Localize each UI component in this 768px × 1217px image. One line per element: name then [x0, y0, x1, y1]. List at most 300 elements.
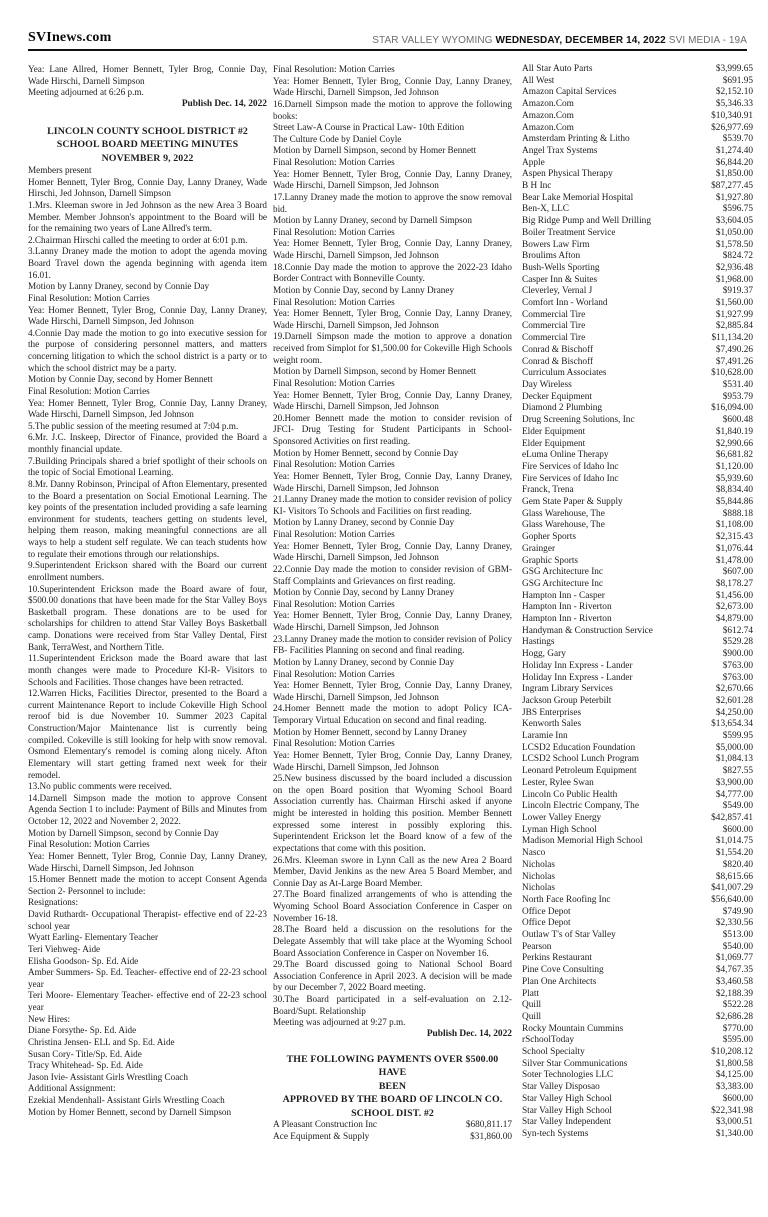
- payment-row: [522, 134, 753, 146]
- payee-name: B H Inc: [522, 181, 552, 192]
- payment-amount: $2,330.56: [715, 918, 753, 929]
- minutes-paragraph: 5.The public session of the meeting resumed at 7:04 p.m.: [28, 420, 239, 431]
- payee-name: Jackson Group Peterbilt: [522, 695, 612, 706]
- payee-name: Holiday Inn Express - Lander: [522, 660, 633, 671]
- payment-row: [522, 169, 753, 181]
- payment-row: [522, 801, 753, 813]
- payee-name: Lester, Rylee Swan: [522, 777, 594, 788]
- minutes-paragraph: Teri Moore- Elementary Teacher- effective end of 22-23 school year: [28, 990, 267, 1012]
- minutes-paragraph: Yea: Homer Bennett, Tyler Brog, Connie Day, Lanny Draney, Wade Hirschi, Darnell Simpson, Jed Johnson: [273, 238, 512, 260]
- payment-row: [522, 1106, 753, 1118]
- payment-row: [522, 1024, 753, 1036]
- payment-amount: $919.37: [722, 286, 753, 297]
- heading-line: APPROVED BY THE BOARD OF LINCOLN CO.: [282, 1094, 503, 1105]
- payment-row: [522, 1000, 753, 1012]
- payment-amount: $2,686.28: [715, 1011, 753, 1022]
- minutes-paragraph: 13.No public comments were received.: [28, 781, 172, 792]
- column-minutes-left: [28, 64, 267, 1118]
- minutes-paragraph: Motion by Darnell Simpson, second by Connie Day: [28, 827, 219, 838]
- payment-amount: $4,777.00: [715, 789, 753, 800]
- payment-amount: $600.00: [722, 824, 753, 835]
- payment-row: [522, 333, 753, 345]
- minutes-paragraph: 8.Mr. Danny Robinson, Principal of Afton Elementary, presented to the Board a presentation on Social Emotional Learning. The key points of the presentation included providing a safe learning environment for students, teachers getting on students level, helping them reason, making meaningful connections are all ways to help a student self regulate. We can teach students how to regulate their emotions through our relationships.: [28, 478, 267, 559]
- payee-name: Bear Lake Memorial Hospital: [522, 192, 634, 203]
- payment-row: [522, 895, 753, 907]
- minutes-paragraph: Motion by Lanny Draney, second by Connie Day: [273, 517, 455, 528]
- payee-name: Commercial Tire: [522, 321, 586, 332]
- payee-name: Apple: [522, 157, 545, 168]
- payee-name: Rocky Mountain Cummins: [522, 1023, 624, 1034]
- payment-amount: $600.00: [722, 1093, 753, 1104]
- minutes-paragraph: 29.The Board discussed going to National School Board Association Conference in April 2023. A decision will be made by our December 7, 2022 Board meeting.: [273, 959, 512, 993]
- payment-amount: $596.75: [722, 204, 753, 215]
- payee-name: Conrad & Bischoff: [522, 356, 594, 367]
- payee-name: Holiday Inn Express - Lander: [522, 672, 633, 683]
- payee-name: Ace Equipment & Supply: [273, 1131, 370, 1142]
- payee-name: Amazon.Com: [522, 110, 574, 121]
- payment-row: [522, 942, 753, 954]
- payment-amount: $612.74: [722, 625, 753, 636]
- payment-amount: $1,850.00: [715, 169, 753, 180]
- payment-row: [522, 754, 753, 766]
- payment-row: [522, 1129, 753, 1141]
- payee-name: School Specialty: [522, 1047, 585, 1058]
- payment-row: [522, 708, 753, 720]
- payee-name: All Star Auto Parts: [522, 64, 593, 74]
- minutes-paragraph: 17.Lanny Draney made the motion to approve the snow removal bid.: [273, 191, 512, 214]
- payment-row: [522, 251, 753, 263]
- heading-line: NOVEMBER 9, 2022: [101, 152, 194, 164]
- payee-name: Franck, Trena: [522, 485, 574, 496]
- payee-name: Glass Warehouse, The: [522, 508, 605, 519]
- minutes-paragraph: 1.Mrs. Kleeman swore in Jed Johnson as the new Area 3 Board Member. Member Johnson's appointment to the Board will be for the remaining two years of Lane Allred's term.: [28, 199, 267, 234]
- payment-amount: $4,767.35: [715, 965, 753, 976]
- minutes-paragraph: Motion by Lanny Draney, second by Connie Day: [28, 281, 210, 292]
- column-minutes-right: [273, 64, 512, 1143]
- payment-amount: $3,999.65: [715, 64, 753, 74]
- payment-row: [522, 392, 753, 404]
- payment-amount: $8,615.66: [715, 871, 753, 882]
- payment-amount: $953.79: [722, 391, 753, 402]
- header-edition: SVI MEDIA - 19A: [668, 35, 747, 46]
- publish-date-line: Publish Dec. 14, 2022: [426, 1028, 512, 1039]
- column-payments: [522, 64, 753, 1141]
- payment-amount: $1,014.75: [715, 836, 753, 847]
- newspaper-page: [0, 30, 768, 1217]
- payment-amount: $10,208.12: [711, 1047, 753, 1058]
- payee-name: Kenworth Sales: [522, 719, 582, 730]
- payment-row: [522, 731, 753, 743]
- payment-amount: $16,094.00: [711, 403, 753, 414]
- payee-name: Star Valley High School: [522, 1105, 612, 1116]
- minutes-paragraph: 21.Lanny Draney made the motion to consider revision of policy KI- Visitors To Schools and Facilities on first reading.: [273, 494, 512, 516]
- minutes-paragraph: Ezekial Mendenhall- Assistant Girls Wrestling Coach: [28, 1095, 225, 1105]
- payee-name: Syn-tech Systems: [522, 1128, 589, 1139]
- minutes-paragraph: Yea: Homer Bennett, Tyler Brog, Connie Day, Lanny Draney, Wade Hirschi, Darnell Simpson, Jed Johnson: [273, 308, 512, 330]
- payee-name: Nicholas: [522, 871, 556, 882]
- payment-amount: $607.00: [722, 567, 753, 578]
- payment-amount: $1,554.20: [715, 848, 753, 859]
- payment-amount: $2,990.66: [715, 438, 753, 449]
- minutes-paragraph: Final Resolution: Motion Carries: [273, 459, 395, 470]
- payment-row: [522, 415, 753, 427]
- minutes-paragraph: Motion by Lanny Draney, second by Connie Day: [273, 656, 455, 667]
- payee-name: Laramie Inn: [522, 731, 568, 742]
- payee-name: Broulims Afton: [522, 251, 581, 262]
- payee-name: GSG Architecture Inc: [522, 567, 604, 578]
- minutes-paragraph: New Hires:: [28, 1013, 71, 1024]
- payment-row: [522, 1094, 753, 1106]
- payment-row: [522, 298, 753, 310]
- payee-name: Glass Warehouse, The: [522, 520, 605, 531]
- payee-name: Nasco: [522, 848, 546, 859]
- payee-name: Amazon.Com: [522, 99, 574, 110]
- section-heading: [28, 125, 267, 166]
- payment-row: [522, 509, 753, 521]
- payment-row: [522, 790, 753, 802]
- payee-name: Quill: [522, 1000, 542, 1011]
- payment-row: [522, 719, 753, 731]
- payee-name: Star Valley High School: [522, 1093, 612, 1104]
- payment-row: [522, 591, 753, 603]
- minutes-paragraph: Yea: Homer Bennett, Tyler Brog, Connie Day, Lanny Draney, Wade Hirschi, Darnell Simpson, Jed Johnson: [273, 470, 512, 493]
- payee-name: Curriculum Associates: [522, 368, 607, 379]
- minutes-paragraph: Final Resolution: Motion Carries: [28, 385, 150, 396]
- payment-amount: $2,188.39: [715, 988, 753, 999]
- payment-amount: $2,673.00: [715, 602, 753, 613]
- payment-row: [522, 216, 753, 228]
- minutes-paragraph: Final Resolution: Motion Carries: [273, 598, 395, 609]
- minutes-paragraph: Motion by Lanny Draney, second by Darnell Simpson: [273, 215, 472, 226]
- payee-name: Silver Star Communications: [522, 1058, 628, 1069]
- minutes-paragraph: Final Resolution: Motion Carries: [28, 839, 150, 850]
- payee-name: Amazon Capital Services: [522, 87, 617, 98]
- payee-name: Bush-Wells Sporting: [522, 262, 600, 273]
- payee-name: Pearson: [522, 941, 552, 952]
- payment-amount: $900.00: [722, 649, 753, 660]
- payee-name: A Pleasant Construction Inc: [273, 1120, 378, 1130]
- minutes-paragraph: Elisha Goodson- Sp. Ed. Aide: [28, 955, 139, 966]
- minutes-paragraph: 14.Darnell Simpson made the motion to approve Consent Agenda Section 1 to include: Payment of Bills and Minutes from October 12, 2022 and November 2, 2022.: [28, 792, 267, 826]
- payment-row: [522, 825, 753, 837]
- payment-amount: $531.40: [722, 379, 753, 390]
- payment-amount: $595.00: [722, 1035, 753, 1046]
- payment-row: [522, 462, 753, 474]
- minutes-paragraph: 26.Mrs. Kleeman swore in Lynn Call as the new Area 2 Board Member, David Jenkins as the new Area 5 Board Member, and Connie Day as At-Large Board Member.: [273, 854, 512, 888]
- minutes-paragraph: Wyatt Earling- Elementary Teacher: [28, 932, 159, 943]
- minutes-paragraph: Motion by Darnell Simpson, second by Homer Bennett: [273, 145, 477, 156]
- payee-name: Outlaw T's of Star Valley: [522, 930, 616, 941]
- payee-name: Nicholas: [522, 883, 556, 894]
- payee-name: Ingram Library Services: [522, 684, 613, 695]
- minutes-paragraph: Homer Bennett, Tyler Brog, Connie Day, Lanny Draney, Wade Hirschi, Jed Johnson, Darnell Simpson: [28, 176, 267, 199]
- minutes-paragraph: Yea: Homer Bennett, Tyler Brog, Connie Day, Lanny Draney, Wade Hirschi, Darnell Simpson, Jed Johnson: [273, 680, 512, 702]
- payment-amount: $827.55: [722, 766, 753, 777]
- minutes-paragraph: 25.New business discussed by the board included a discussion on the open Board position that Wyoming School Board Association currently has. Chairman Hirschi asked if anyone might be interested in holding this position. Member Bennett expressed some interest in possibly exploring this. Superintendent Erickson let the Board know of a few of the expectations that come with this position.: [273, 773, 512, 853]
- payment-amount: $3,900.00: [715, 777, 753, 788]
- payee-name: Elder Equipment: [522, 438, 586, 449]
- payment-amount: $2,936.48: [715, 262, 753, 273]
- minutes-paragraph: David Ruthardt- Occupational Therapist- effective end of 22-23 school year: [28, 909, 267, 931]
- payment-amount: $1,578.50: [715, 239, 753, 250]
- payment-amount: $6,681.82: [715, 450, 753, 461]
- payee-name: Lower Valley Energy: [522, 813, 602, 823]
- payment-amount: $7,490.26: [715, 344, 753, 355]
- payee-name: Hampton Inn - Casper: [522, 590, 605, 601]
- payment-amount: $22,341.98: [711, 1105, 753, 1116]
- payment-row: [522, 520, 753, 532]
- minutes-paragraph: Susan Cory- Title/Sp. Ed. Aide: [28, 1048, 142, 1059]
- payment-row: [273, 1132, 512, 1144]
- payment-row: [522, 181, 753, 193]
- payment-amount: $31,860.00: [470, 1131, 512, 1142]
- payment-row: [522, 99, 753, 111]
- payment-row: [522, 439, 753, 451]
- payment-amount: $4,250.00: [715, 707, 753, 718]
- payee-name: Cleverley, Vernal J: [522, 286, 593, 297]
- payment-row: [522, 637, 753, 649]
- payment-amount: $3,000.51: [715, 1117, 753, 1128]
- minutes-paragraph: Final Resolution: Motion Carries: [273, 226, 395, 237]
- header-rule: [28, 49, 747, 51]
- payment-row: [522, 836, 753, 848]
- minutes-paragraph: Meeting was adjourned at 9:27 p.m.: [273, 1017, 406, 1028]
- payee-name: Star Valley Independent: [522, 1117, 612, 1128]
- payee-name: Perkins Restaurant: [522, 953, 592, 964]
- payment-row: [522, 450, 753, 462]
- payment-row: [522, 228, 753, 240]
- payment-amount: $1,560.00: [715, 298, 753, 309]
- payment-amount: $4,125.00: [715, 1070, 753, 1081]
- minutes-paragraph: Christina Jensen- ELL and Sp. Ed. Aide: [28, 1036, 175, 1047]
- payment-amount: $3,604.05: [715, 216, 753, 227]
- minutes-paragraph: Yea: Homer Bennett, Tyler Brog, Connie Day, Lanny Draney, Wade Hirschi, Darnell Simpson, Jed Johnson: [28, 850, 267, 873]
- site-name: SVInews.com: [28, 30, 112, 45]
- payee-name: Fire Services of Idaho Inc: [522, 473, 619, 484]
- payee-name: Lincoln Electric Company, The: [522, 801, 639, 812]
- payee-name: Soter Technologies LLC: [522, 1070, 614, 1081]
- payment-amount: $599.95: [722, 731, 753, 742]
- payee-name: Handyman & Construction Service: [522, 625, 653, 636]
- spacer: [273, 1041, 512, 1053]
- payment-row: [522, 649, 753, 661]
- payment-row: [522, 1082, 753, 1094]
- payment-row: [522, 1070, 753, 1082]
- payment-row: [522, 813, 753, 825]
- minutes-paragraph: 20.Homer Bennett made the motion to consider revision of JFCI- Drug Testing for Student Participants in School-Sponsored Activities on first reading.: [273, 412, 512, 446]
- minutes-paragraph: Final Resolution: Motion Carries: [273, 64, 395, 74]
- payment-row: [522, 1012, 753, 1024]
- minutes-paragraph: Jason Ivie- Assistant Girls Wrestling Coach: [28, 1071, 188, 1082]
- payee-name: LCSD2 Education Foundation: [522, 742, 636, 753]
- minutes-paragraph: Amber Summers- Sp. Ed. Teacher- effective end of 22-23 school year: [28, 967, 267, 989]
- minutes-paragraph: 16.Darnell Simpson made the motion to approve the following books:: [273, 98, 512, 121]
- payment-amount: $3,460.58: [715, 976, 753, 987]
- payment-amount: $539.70: [722, 134, 753, 145]
- payment-amount: $13,654.34: [711, 719, 753, 730]
- minutes-paragraph: 4.Connie Day made the motion to go into executive session for the purpose of considering personnel matters, and matters concerning litigation to which the school district is a party or to which the school district may be a party.: [28, 327, 267, 373]
- minutes-paragraph: 22.Connie Day made the motion to consider revision of GBM- Staff Complaints and Grievances on first reading.: [273, 563, 512, 586]
- minutes-paragraph: Street Law-A Course in Practical Law- 10th Edition: [273, 122, 465, 133]
- minutes-paragraph: 23.Lanny Draney made the motion to consider revision of Policy FB- Facilities Planning on second and final reading.: [273, 633, 512, 656]
- payee-name: rSchoolToday: [522, 1035, 575, 1046]
- payee-name: Madison Memorial High School: [522, 836, 643, 847]
- payment-amount: $41,007.29: [711, 883, 753, 894]
- payment-amount: $888.18: [722, 508, 753, 519]
- payee-name: Fire Services of Idaho Inc: [522, 461, 619, 472]
- payment-row: [522, 286, 753, 298]
- payment-amount: $10,628.00: [711, 368, 753, 379]
- payment-row: [522, 204, 753, 216]
- minutes-paragraph: 7.Building Principals shared a brief spotlight of their schools on the topic of Social Emotional Learning.: [28, 455, 267, 478]
- payment-amount: $11,134.20: [711, 333, 753, 344]
- minutes-paragraph: Yea: Lane Allred, Homer Bennett, Tyler Brog, Connie Day, Wade Hirschi, Darnell Simpson: [28, 64, 267, 86]
- header-meta: [369, 35, 747, 46]
- minutes-paragraph: 19.Darnell Simpson made the motion to approve a donation received from Simplot for $1,500.00 for Cokeville High Schools weight room.: [273, 331, 512, 365]
- payment-amount: $2,601.28: [715, 695, 753, 706]
- payment-amount: $763.00: [722, 672, 753, 683]
- minutes-paragraph: Motion by Homer Bennett, second by Darnell Simpson: [28, 1106, 232, 1117]
- payee-name: Hogg, Gary: [522, 649, 566, 660]
- payment-row: [522, 497, 753, 509]
- payment-amount: $691.95: [722, 75, 753, 86]
- payment-row: [522, 778, 753, 790]
- payee-name: Nicholas: [522, 859, 556, 870]
- payee-name: Elder Equipment: [522, 426, 586, 437]
- payment-amount: $1,274.40: [715, 145, 753, 156]
- payee-name: Boiler Treatment Service: [522, 227, 616, 238]
- payment-amount: $1,456.00: [715, 590, 753, 601]
- payment-row: [273, 1120, 512, 1132]
- payee-name: LCSD2 School Lunch Program: [522, 754, 639, 765]
- payment-row: [522, 474, 753, 486]
- minutes-paragraph: Tracy Whitehead- Sp. Ed. Aide: [28, 1060, 143, 1071]
- payment-amount: $600.48: [722, 415, 753, 426]
- payment-amount: $5,939.60: [715, 473, 753, 484]
- payment-amount: $2,315.43: [715, 532, 753, 543]
- payment-row: [522, 614, 753, 626]
- payee-name: Commercial Tire: [522, 333, 586, 344]
- minutes-paragraph: Yea: Homer Bennett, Tyler Brog, Connie Day, Lanny Draney, Wade Hirschi, Darnell Simpson, Jed Johnson: [273, 749, 512, 772]
- payee-name: Office Depot: [522, 918, 571, 929]
- heading-line: BEEN: [378, 1080, 407, 1092]
- payee-name: Drug Screening Solutions, Inc: [522, 415, 635, 426]
- payment-row: [522, 275, 753, 287]
- minutes-paragraph: 2.Chairman Hirschi called the meeting to order at 6:01 p.m.: [28, 234, 248, 245]
- minutes-paragraph: 9.Superintendent Erickson shared with the Board our current enrollment numbers.: [28, 560, 267, 582]
- payment-row: [522, 87, 753, 99]
- payee-name: Amsterdam Printing & Litho: [522, 134, 630, 145]
- payment-row: [522, 310, 753, 322]
- payment-amount: $1,069.77: [715, 953, 753, 964]
- payment-row: [522, 263, 753, 275]
- payee-name: Commercial Tire: [522, 309, 586, 320]
- payee-name: Comfort Inn - Worland: [522, 298, 608, 309]
- minutes-paragraph: Meeting adjourned at 6:26 p.m.: [28, 87, 144, 98]
- payment-amount: $1,927.99: [715, 309, 753, 320]
- minutes-paragraph: Teri Viehweg- Aide: [28, 943, 101, 954]
- minutes-paragraph: Yea: Homer Bennett, Tyler Brog, Connie Day, Lanny Draney, Wade Hirschi, Darnell Simpson, Jed Johnson: [273, 389, 512, 412]
- minutes-paragraph: 11.Superintendent Erickson made the Board aware that last month changes were made to Procedure KI-R- Visitors to Schools and Facilities. Those changes have been retracted.: [28, 653, 267, 687]
- payment-amount: $87,277.45: [711, 181, 753, 192]
- payee-name: Pine Cove Consulting: [522, 965, 604, 976]
- payee-name: Amazon.Com: [522, 122, 574, 133]
- minutes-paragraph: Final Resolution: Motion Carries: [273, 738, 395, 749]
- payment-amount: $1,968.00: [715, 274, 753, 285]
- header-date: WEDNESDAY, DECEMBER 14, 2022: [495, 35, 666, 46]
- payee-name: Gem State Paper & Supply: [522, 497, 623, 508]
- minutes-paragraph: Final Resolution: Motion Carries: [28, 292, 150, 303]
- payment-row: [522, 977, 753, 989]
- minutes-paragraph: 12.Warren Hicks, Facilities Director, presented to the Board a current Maintenance Report to include Cokeville High School reroof bid is due November 10. Summer 2023 Capital Construction/Major Maintenance list is currently being compiled. Cokeville is still looking for help with snow removal. Osmond Elementary's remodel is coming along nicely. Afton Elementary will start getting framed next week for their remodel.: [28, 688, 267, 780]
- payee-name: JBS Enterprises: [522, 707, 582, 718]
- payee-name: Star Valley Disposao: [522, 1082, 600, 1093]
- payee-name: Hampton Inn - Riverton: [522, 602, 612, 613]
- payment-row: [522, 532, 753, 544]
- payment-row: [522, 766, 753, 778]
- payee-name: Day Wireless: [522, 379, 572, 390]
- payment-row: [522, 965, 753, 977]
- minutes-paragraph: 30.The Board participated in a self-evaluation on 2.12-Board/Supt. Relationship: [273, 994, 512, 1016]
- heading-line: SCHOOL BOARD MEETING MINUTES: [56, 139, 239, 150]
- payment-amount: $10,340.91: [711, 110, 753, 121]
- payment-row: [522, 240, 753, 252]
- payment-amount: $1,120.00: [715, 461, 753, 472]
- payment-row: [522, 918, 753, 930]
- payee-name: Ben-X, LLC: [522, 204, 569, 215]
- minutes-paragraph: Additional Assignment:: [28, 1083, 116, 1094]
- payment-amount: $549.00: [722, 801, 753, 812]
- payment-row: [522, 146, 753, 158]
- payment-amount: $1,840.19: [715, 426, 753, 437]
- minutes-paragraph: Motion by Connie Day, second by Homer Bennett: [28, 374, 213, 385]
- payment-amount: $824.72: [722, 251, 753, 262]
- payment-amount: $522.28: [722, 1000, 753, 1011]
- payment-row: [522, 368, 753, 380]
- payment-amount: $749.90: [722, 906, 753, 917]
- payment-amount: $7,491.26: [715, 356, 753, 367]
- minutes-paragraph: Yea: Homer Bennett, Tyler Brog, Connie Day, Lanny Draney, Wade Hirschi, Darnell Simpson, Jed Johnson: [28, 304, 267, 327]
- page-header: [28, 30, 747, 46]
- payment-amount: $770.00: [722, 1023, 753, 1034]
- payment-amount: $1,800.58: [715, 1058, 753, 1069]
- payment-row: [522, 1035, 753, 1047]
- payee-name: Diamond 2 Plumbing: [522, 403, 603, 414]
- payment-row: [522, 1117, 753, 1129]
- payee-name: Casper Inn & Suites: [522, 274, 598, 285]
- payment-row: [522, 64, 753, 76]
- payment-amount: $3,383.00: [715, 1082, 753, 1093]
- payee-name: Quill: [522, 1011, 542, 1022]
- payment-amount: $5,346.33: [715, 99, 753, 110]
- payment-amount: $1,340.00: [715, 1128, 753, 1139]
- payment-row: [522, 743, 753, 755]
- section-heading: [273, 1053, 512, 1121]
- payment-row: [522, 76, 753, 88]
- payee-name: Hastings: [522, 637, 555, 648]
- payment-row: [522, 684, 753, 696]
- payee-name: Aspen Physical Therapy: [522, 169, 613, 180]
- payment-amount: $763.00: [722, 660, 753, 671]
- payment-amount: $5,000.00: [715, 742, 753, 753]
- payment-row: [522, 427, 753, 439]
- payment-row: [522, 673, 753, 685]
- payment-row: [522, 872, 753, 884]
- payment-row: [522, 579, 753, 591]
- payment-amount: $1,076.44: [715, 543, 753, 554]
- minutes-paragraph: Members present: [28, 165, 92, 175]
- publish-date-line: Publish Dec. 14, 2022: [181, 98, 267, 109]
